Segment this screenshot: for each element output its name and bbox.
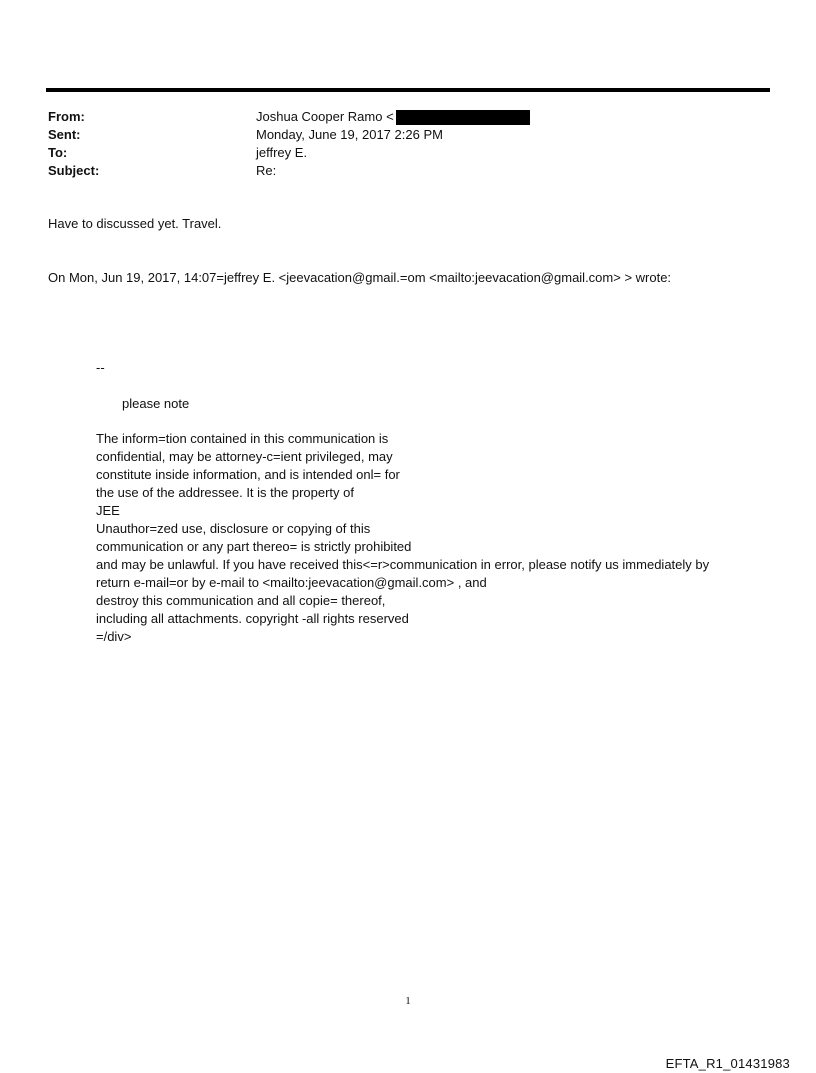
disclaimer-line: confidential, may be attorney-c=ient privileged, may [96, 449, 393, 464]
signature-separator: -- [96, 360, 105, 375]
quoted-message-header: On Mon, Jun 19, 2017, 14:07=jeffrey E. <jeevacation@gmail.=om <mailto:jeevacation@gmail.com> > wrote: [48, 270, 672, 285]
disclaimer-line: The inform=tion contained in this communication is [96, 431, 389, 446]
sent-label: Sent: [48, 127, 81, 142]
sent-value: Monday, June 19, 2017 2:26 PM [256, 127, 443, 142]
disclaimer-line: destroy this communication and all copie= thereof, [96, 593, 386, 608]
email-header [48, 108, 530, 180]
disclaimer-line: including all attachments. copyright -all rights reserved [96, 611, 409, 626]
disclaimer-line: constitute inside information, and is intended onl= for [96, 467, 400, 482]
page-number: 1 [405, 995, 411, 1007]
please-note-heading: please note [122, 396, 190, 411]
sender-name: Joshua Cooper Ramo < [256, 109, 394, 124]
header-divider [46, 88, 770, 92]
to-row [48, 144, 530, 162]
from-label: From: [48, 109, 85, 124]
disclaimer-line: return e-mail=or by e-mail to <mailto:jeevacation@gmail.com> , and [96, 575, 487, 590]
from-value [256, 108, 530, 126]
to-label: To: [48, 145, 68, 160]
disclaimer-line: =/div> [96, 629, 132, 644]
document-id: EFTA_R1_01431983 [665, 1056, 790, 1071]
disclaimer-line: Unauthor=zed use, disclosure or copying of this [96, 521, 371, 536]
disclaimer-line: communication or any part thereo= is strictly prohibited [96, 539, 412, 554]
to-value: jeffrey E. [256, 145, 308, 160]
disclaimer-line: the use of the addressee. It is the property of [96, 485, 354, 500]
reply-text: Have to discussed yet. Travel. [48, 216, 222, 231]
redaction-block [396, 110, 530, 125]
disclaimer-line: JEE [96, 503, 120, 518]
disclaimer-line: and may be unlawful. If you have received this<=r>communication in error, please notify us immediately by [96, 557, 710, 572]
subject-value: Re: [256, 163, 277, 178]
sent-row [48, 126, 530, 144]
confidentiality-disclaimer [96, 430, 709, 646]
from-row [48, 108, 530, 126]
subject-row [48, 162, 530, 180]
subject-label: Subject: [48, 163, 100, 178]
